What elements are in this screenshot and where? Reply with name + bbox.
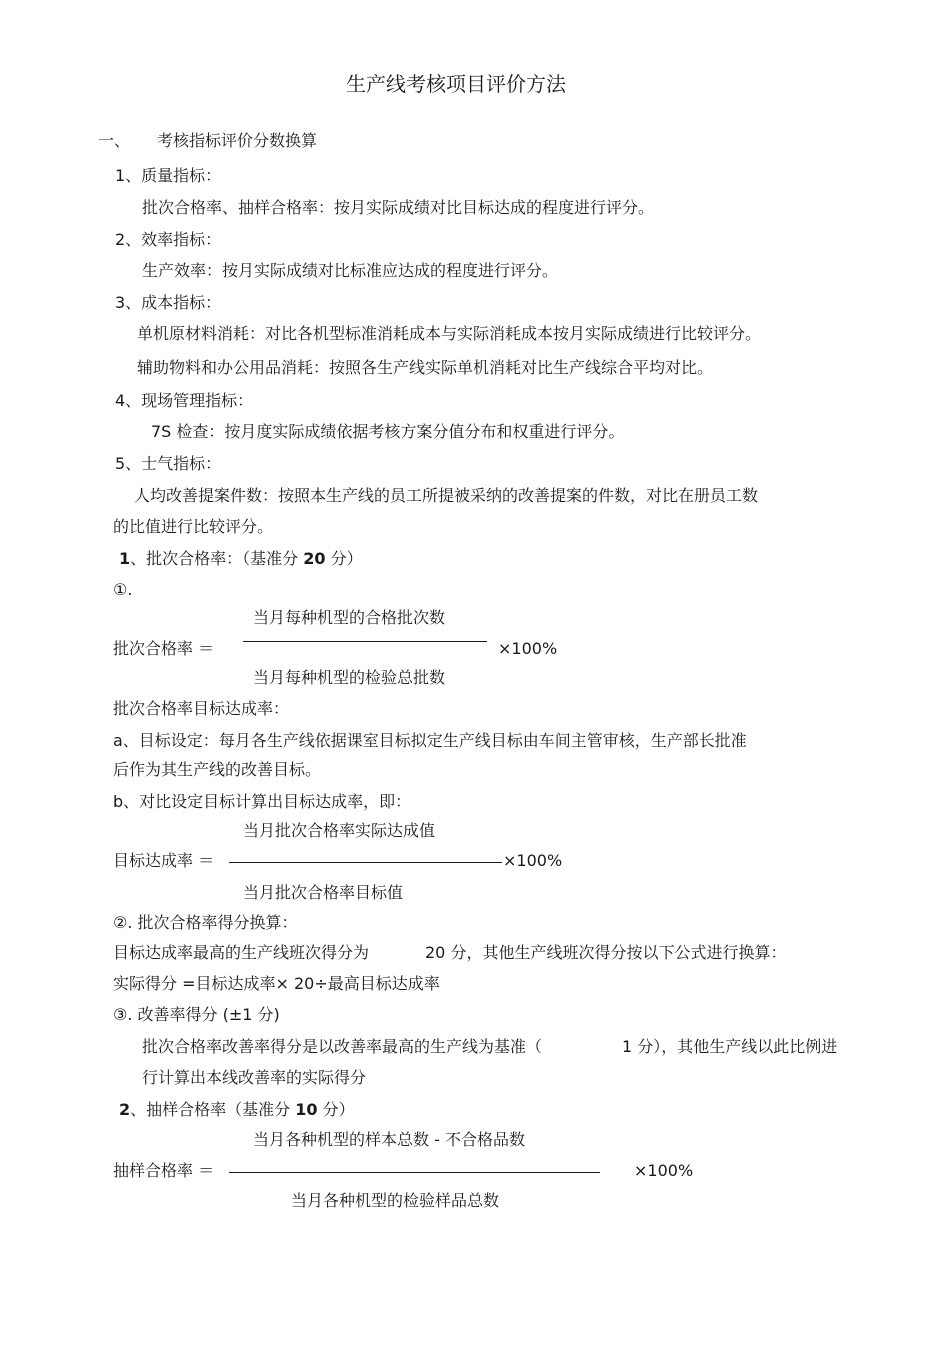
sample-formula-denominator: 当月各种机型的检验样品总数 (291, 1191, 500, 1210)
step-2-line-2: 实际得分 =目标达成率× 20÷最高目标达成率 (113, 974, 440, 993)
batch-heading-text: 、批次合格率：（基准分 (130, 549, 299, 568)
batch-heading-number: 1 (119, 549, 131, 568)
target-formula-numerator: 当月批次合格率实际达成值 (243, 821, 436, 840)
morale-body-line-1: 人均改善提案件数：按照本生产线的员工所提被采纳的改善提案的件数，对比在册员工数 (134, 486, 759, 505)
efficiency-body: 生产效率：按月实际成绩对比标准应达成的程度进行评分。 (142, 261, 559, 280)
sample-formula-numerator: 当月各种机型的样本总数 - 不合格品数 (253, 1130, 525, 1149)
page-title: 生产线考核项目评价方法 (346, 72, 566, 96)
quality-heading: 1、质量指标： (115, 166, 222, 185)
sample-heading-unit: 分） (322, 1100, 355, 1119)
batch-heading-score: 20 (303, 549, 326, 568)
sample-heading-score: 10 (295, 1100, 318, 1119)
section-heading: 考核指标评价分数换算 (157, 131, 318, 150)
onsite-body: 7S 检查：按月度实际成绩依据考核方案分值分布和权重进行评分。 (151, 422, 625, 441)
morale-body-line-2: 的比值进行比较评分。 (113, 517, 274, 536)
step-3-line-1b: 1 分），其他生产线以此比例进 (622, 1037, 838, 1056)
cost-body-1: 单机原材料消耗：对比各机型标准消耗成本与实际消耗成本按月实际成绩进行比较评分。 (137, 324, 762, 343)
target-heading: 批次合格率目标达成率： (113, 699, 290, 718)
batch-fraction-bar (243, 641, 487, 642)
cost-heading: 3、成本指标： (115, 293, 222, 312)
target-setting-line-1: a、目标设定：每月各生产线依据课室目标拟定生产线目标由车间主管审核，生产部长批准 (113, 731, 747, 750)
sample-heading (119, 1100, 355, 1120)
efficiency-heading: 2、效率指标： (115, 230, 222, 249)
target-formula-label: 目标达成率 ＝ (113, 851, 215, 870)
cost-body-2: 辅助物料和办公用品消耗：按照各生产线实际单机消耗对比生产线综合平均对比。 (137, 358, 714, 377)
step-2-line-1a: 目标达成率最高的生产线班次得分为 (113, 943, 370, 962)
onsite-heading: 4、现场管理指标： (115, 391, 254, 410)
step-3-line-1a: 批次合格率改善率得分是以改善率最高的生产线为基准（ (142, 1037, 543, 1056)
target-formula-denominator: 当月批次合格率目标值 (243, 883, 404, 902)
batch-formula-numerator: 当月每种机型的合格批次数 (253, 608, 446, 627)
batch-formula-label: 批次合格率 ＝ (113, 639, 215, 658)
step-1-marker: ①. (113, 580, 133, 599)
batch-heading-unit: 分） (330, 549, 363, 568)
sample-fraction-bar (229, 1172, 600, 1173)
quality-body: 批次合格率、抽样合格率：按月实际成绩对比目标达成的程度进行评分。 (142, 198, 655, 217)
batch-heading (119, 549, 363, 569)
morale-heading: 5、士气指标： (115, 454, 222, 473)
sample-formula-label: 抽样合格率 ＝ (113, 1161, 215, 1180)
target-compare-line: b、对比设定目标计算出目标达成率，即： (113, 792, 412, 811)
batch-formula-denominator: 当月每种机型的检验总批数 (253, 668, 446, 687)
step-2-line-1b: 20 分，其他生产线班次得分按以下公式进行换算： (425, 943, 787, 962)
step-2-heading: ②. 批次合格率得分换算： (113, 913, 298, 932)
sample-heading-text: 、抽样合格率（基准分 (130, 1100, 291, 1119)
target-formula-multiplier: ×100% (503, 851, 563, 870)
section-number: 一、 (98, 131, 131, 150)
batch-formula-multiplier: ×100% (498, 639, 558, 658)
sample-heading-number: 2 (119, 1100, 131, 1119)
sample-formula-multiplier: ×100% (634, 1161, 694, 1180)
step-3-line-2: 行计算出本线改善率的实际得分 (142, 1068, 367, 1087)
target-setting-line-2: 后作为其生产线的改善目标。 (113, 760, 322, 779)
step-3-heading: ③. 改善率得分 (±1 分) (113, 1005, 280, 1024)
target-fraction-bar (229, 862, 502, 863)
